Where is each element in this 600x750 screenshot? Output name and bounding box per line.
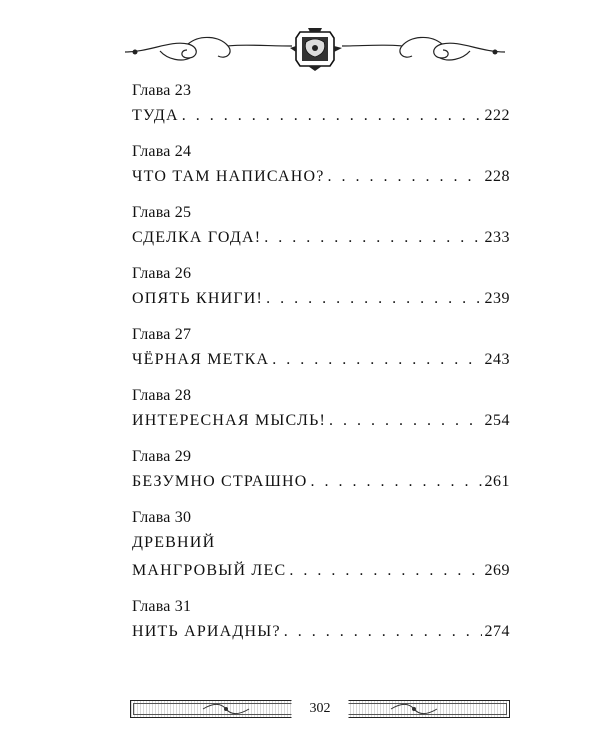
chapter-title-row (132, 346, 510, 374)
chapter-number: Глава 25 (132, 204, 192, 221)
chapter-title-row (132, 102, 510, 130)
chapter-title: ТУДА (132, 107, 179, 124)
chapter-title: СДЕЛКА ГОДА! (132, 229, 262, 246)
footer-flourish-left-icon (201, 702, 251, 716)
chapter-title-row (132, 557, 510, 585)
chapter-number: Глава 31 (132, 598, 192, 615)
chapter-title: МАНГРОВЫЙ ЛЕС (132, 562, 287, 579)
page-number: 254 (484, 412, 510, 429)
toc-entry[interactable] (132, 446, 510, 496)
chapter-number: Глава 26 (132, 265, 192, 282)
footer-band (130, 700, 510, 718)
leader-dots (182, 102, 482, 129)
page-number: 243 (484, 351, 510, 368)
chapter-title-row (132, 285, 510, 313)
leader-dots (272, 346, 481, 373)
leader-dots (266, 285, 481, 312)
toc-entry[interactable] (132, 507, 510, 585)
chapter-number: Глава 29 (132, 448, 192, 465)
toc-entry[interactable] (132, 596, 510, 646)
leader-dots (329, 407, 481, 434)
chapter-number: Глава 23 (132, 82, 192, 99)
chapter-title: ЧЁРНАЯ МЕТКА (132, 351, 270, 368)
chapter-title: ИНТЕРЕСНАЯ МЫСЛЬ! (132, 412, 327, 429)
toc-entry[interactable] (132, 202, 510, 252)
chapter-title: БЕЗУМНО СТРАШНО (132, 473, 308, 490)
page-number: 228 (484, 168, 510, 185)
chapter-number: Глава 30 (132, 509, 192, 526)
page-number: 239 (484, 290, 510, 307)
toc-entry[interactable] (132, 324, 510, 374)
page-number: 269 (484, 562, 510, 579)
leader-dots (311, 468, 482, 495)
toc-entry[interactable] (132, 385, 510, 435)
chapter-title-line1: ДРЕВНИЙ (132, 534, 216, 551)
chapter-title-row (132, 468, 510, 496)
chapter-title: НИТЬ АРИАДНЫ? (132, 623, 281, 640)
header-ornament-icon (120, 22, 510, 72)
chapter-number: Глава 27 (132, 326, 192, 343)
chapter-title-row (132, 224, 510, 252)
leader-dots (328, 163, 482, 190)
page-number: 274 (484, 623, 510, 640)
chapter-title-row (132, 407, 510, 435)
folio-page-number: 302 (292, 700, 349, 718)
page-number: 261 (484, 473, 510, 490)
chapter-title-row (132, 163, 510, 191)
chapter-title-row (132, 618, 510, 646)
chapter-number: Глава 24 (132, 143, 192, 160)
toc-entry[interactable] (132, 263, 510, 313)
table-of-contents (132, 80, 510, 657)
page-number: 233 (484, 229, 510, 246)
chapter-title: ОПЯТЬ КНИГИ! (132, 290, 264, 307)
toc-entry[interactable] (132, 141, 510, 191)
chapter-number: Глава 28 (132, 387, 192, 404)
footer-flourish-right-icon (389, 702, 439, 716)
leader-dots (284, 618, 482, 645)
leader-dots (264, 224, 481, 251)
chapter-title: ЧТО ТАМ НАПИСАНО? (132, 168, 325, 185)
toc-entry[interactable] (132, 80, 510, 130)
leader-dots (289, 557, 481, 584)
page-number: 222 (484, 107, 510, 124)
